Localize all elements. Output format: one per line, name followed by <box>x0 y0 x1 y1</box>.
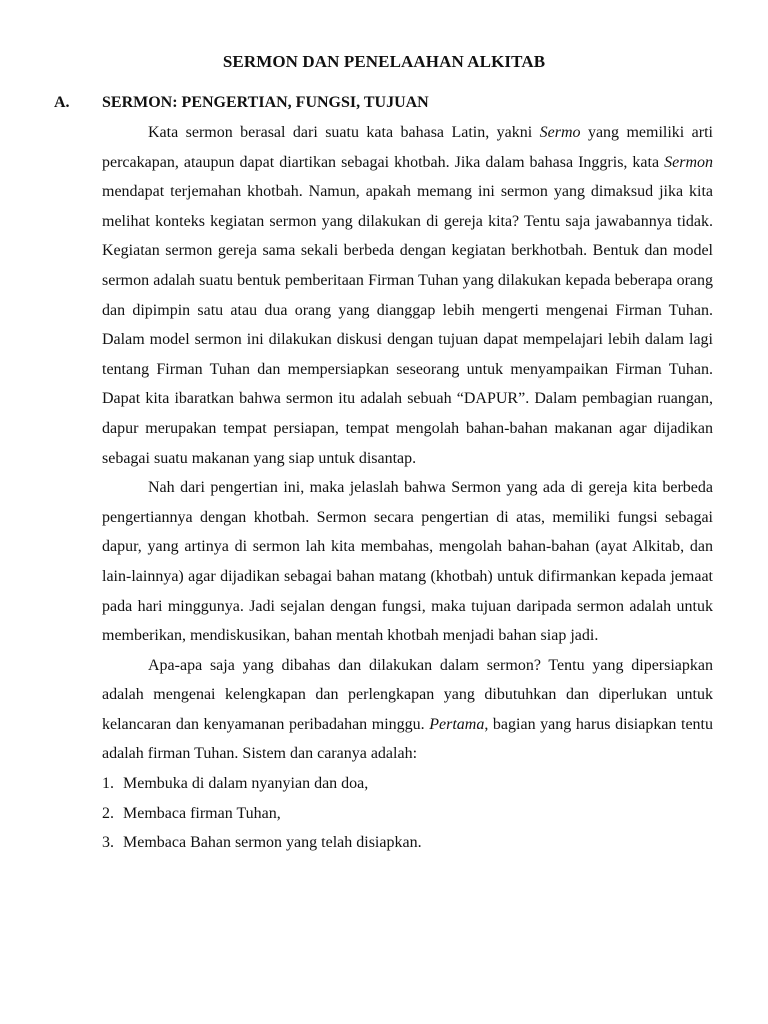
paragraph-3 <box>102 651 713 769</box>
term-sermon: Sermon <box>664 153 713 171</box>
list-item-text: Membaca firman Tuhan, <box>123 804 281 822</box>
list-item-number: 2. <box>102 804 114 822</box>
list-item-text: Membuka di dalam nyanyian dan doa, <box>123 775 369 793</box>
paragraph-1-text-b: yang memiliki arti percakapan, ataupun dapat diartikan sebagai khotbah. Jika dalam bahasa Inggris, kata <box>102 124 713 171</box>
list-item-number: 1. <box>102 775 114 793</box>
paragraph-2: Nah dari pengertian ini, maka jelaslah bahwa Sermon yang ada di gereja kita berbeda pengertiannya dengan khotbah. Sermon secara pengertian di atas, memiliki fungsi sebagai dapur, yang artinya di sermon lah kita membahas, mengolah bahan-bahan (ayat Alkitab, dan lain-lainnya) agar dijadikan sebagai bahan matang (khotbah) untuk difirmankan kepada jemaat pada hari minggunya. Jadi sejalan dengan fungsi, maka tujuan daripada sermon adalah untuk memberikan, mendiskusikan, bahan mentah khotbah menjadi bahan siap jadi. <box>102 479 713 645</box>
section-heading-text: SERMON: PENGERTIAN, FUNGSI, TUJUAN <box>102 94 429 111</box>
term-pertama: Pertama <box>429 715 485 733</box>
list-item <box>102 828 713 858</box>
document-title: SERMON DAN PENELAAHAN ALKITAB <box>222 52 546 71</box>
section-letter: A. <box>54 94 70 111</box>
term-sermo: Sermo <box>539 124 581 141</box>
paragraph-3-text-b: , bagian yang harus disiapkan tentu adalah firman Tuhan. Sistem dan caranya adalah: <box>102 715 713 763</box>
list-item <box>102 799 713 829</box>
steps-list <box>102 769 713 858</box>
paragraph-3-text-a: Apa-apa saja yang dibahas dan dilakukan dalam sermon? Tentu yang dipersiapkan adalah mengenai kelengkapan dan perlengkapan yang dibutuhkan dan diperlukan untuk kelancaran dan kenyamanan peribadahan minggu. <box>102 656 713 733</box>
paragraph-1-text-c: mendapat terjemahan khotbah. Namun, apakah memang ini sermon yang dimaksud jika kita melihat konteks kegiatan sermon yang dilakukan di gereja kita? Tentu saja jawabannya tidak. Kegiatan sermon gereja sama sekali berbeda dengan kegiatan berkhotbah. Bentuk dan model sermon adalah suatu bentuk pemberitaan Firman Tuhan yang dilakukan kepada beberapa orang dan dipimpin satu atau dua orang yang dianggap lebih mengerti mengenai Firman Tuhan. Dalam model sermon ini dilakukan diskusi dengan tujuan dapat mempelajari lebih dalam lagi tentang Firman Tuhan dan mempersiapkan seseorang untuk menyampaikan Firman Tuhan. Dapat kita ibaratkan bahwa sermon itu adalah sebuah “DAPUR”. Dalam pembagian ruangan, dapur merupakan tempat persiapan, tempat mengolah bahan-bahan makanan agar dijadikan sebagai suatu makanan yang siap untuk disantap. <box>102 183 713 467</box>
list-item-number: 3. <box>102 834 114 852</box>
list-item-text: Membaca Bahan sermon yang telah disiapkan. <box>123 834 422 852</box>
paragraph-1-text-a: Kata sermon berasal dari suatu kata bahasa Latin, yakni <box>148 124 540 141</box>
section-heading <box>54 94 429 112</box>
paragraph-1 <box>102 118 713 473</box>
document-body <box>102 118 713 858</box>
list-item <box>102 769 713 799</box>
